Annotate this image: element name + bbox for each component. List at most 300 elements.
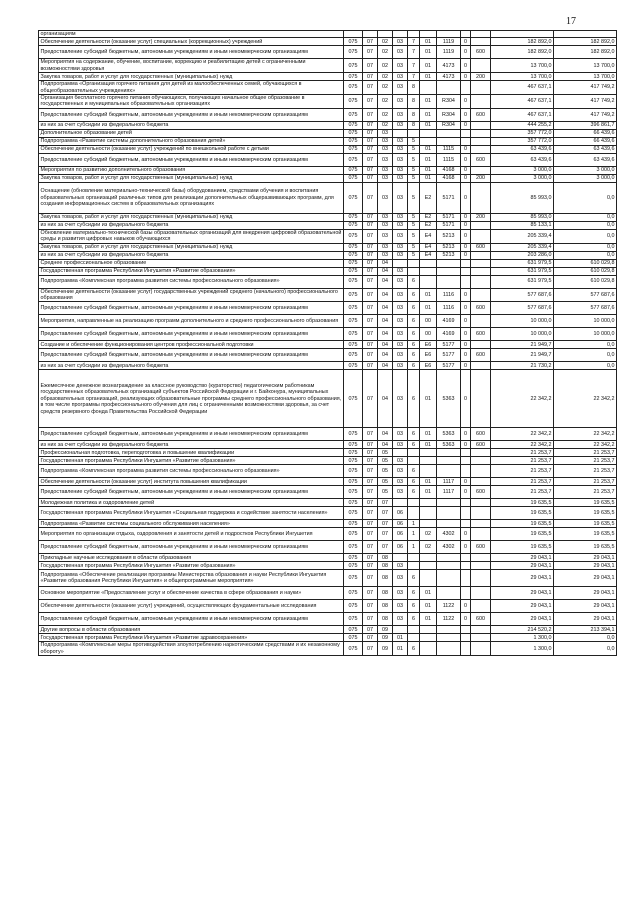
amount-cell: 19 635,5 <box>554 528 617 541</box>
table-row <box>39 182 617 213</box>
code-cell <box>408 449 420 457</box>
code-cell: 0 <box>461 153 471 166</box>
code-cell <box>437 31 461 38</box>
code-cell: 075 <box>344 145 363 153</box>
code-cell: 7 <box>408 73 420 81</box>
code-cell: 6 <box>408 441 420 449</box>
code-cell: 07 <box>363 38 378 46</box>
row-name: Создание и обеспечение функционирования центров профессиональной подготовки <box>39 341 344 349</box>
table-row <box>39 626 617 634</box>
code-cell <box>471 634 491 642</box>
code-cell: 600 <box>471 243 491 251</box>
amount-cell: 21 949,7 <box>491 341 554 349</box>
row-name: Подпрограмма «Развитие системы дополнительного образования детей» <box>39 137 344 145</box>
amount-cell: 19 635,5 <box>554 520 617 528</box>
code-cell <box>471 275 491 288</box>
code-cell: 1117 <box>437 486 461 499</box>
code-cell: 02 <box>378 108 393 121</box>
amount-cell: 467 637,1 <box>491 95 554 109</box>
code-cell: 03 <box>378 243 393 251</box>
code-cell: 075 <box>344 465 363 478</box>
code-cell <box>461 275 471 288</box>
amount-cell: 19 635,5 <box>491 507 554 520</box>
code-cell: 07 <box>363 613 378 626</box>
code-cell: 07 <box>378 507 393 520</box>
code-cell <box>471 182 491 213</box>
code-cell: 09 <box>378 626 393 634</box>
code-cell: 03 <box>393 275 408 288</box>
amount-cell: 1 300,0 <box>491 642 554 656</box>
amount-cell: 29 043,1 <box>554 587 617 600</box>
code-cell: 075 <box>344 267 363 275</box>
amount-cell: 13 700,0 <box>554 73 617 81</box>
code-cell: 5213 <box>437 229 461 243</box>
code-cell: 0 <box>461 600 471 613</box>
code-cell <box>471 137 491 145</box>
amount-cell: 13 700,0 <box>491 59 554 73</box>
code-cell <box>363 31 378 38</box>
table-row <box>39 554 617 562</box>
table-row <box>39 349 617 362</box>
code-cell: 075 <box>344 46 363 59</box>
row-name: Среднее профессиональное образование <box>39 259 344 267</box>
code-cell: 05 <box>378 478 393 486</box>
code-cell <box>408 499 420 507</box>
amount-cell: 21 253,7 <box>491 478 554 486</box>
code-cell <box>471 554 491 562</box>
amount-cell: 0,0 <box>554 642 617 656</box>
code-cell: 1 <box>408 520 420 528</box>
code-cell: 01 <box>420 108 437 121</box>
code-cell: 07 <box>363 229 378 243</box>
code-cell <box>461 259 471 267</box>
code-cell <box>471 267 491 275</box>
code-cell: 075 <box>344 370 363 428</box>
amount-cell: 0,0 <box>554 362 617 370</box>
code-cell <box>471 288 491 302</box>
code-cell: 03 <box>393 108 408 121</box>
code-cell <box>437 275 461 288</box>
row-name: Предоставление субсидий бюджетным, автономным учреждениям и иным некоммерческим организациям <box>39 153 344 166</box>
code-cell <box>408 129 420 137</box>
code-cell: 4173 <box>437 59 461 73</box>
amount-cell: 203 286,0 <box>491 251 554 259</box>
code-cell <box>461 465 471 478</box>
code-cell: 06 <box>393 541 408 554</box>
row-name: Государственная программа Республики Ингушетия «Развитие образования» <box>39 562 344 570</box>
code-cell: 0 <box>461 328 471 341</box>
code-cell: 6 <box>408 478 420 486</box>
amount-cell: 19 635,5 <box>491 541 554 554</box>
code-cell: 02 <box>378 46 393 59</box>
code-cell <box>471 31 491 38</box>
amount-cell: 214 520,2 <box>491 626 554 634</box>
code-cell: 0 <box>461 108 471 121</box>
code-cell: 075 <box>344 129 363 137</box>
row-name: Закупка товаров, работ и услуг для государственных (муниципальных) нужд <box>39 243 344 251</box>
code-cell <box>437 81 461 95</box>
table-row <box>39 362 617 370</box>
code-cell <box>461 642 471 656</box>
code-cell: 03 <box>393 570 408 587</box>
code-cell <box>461 626 471 634</box>
amount-cell: 10 000,0 <box>491 315 554 328</box>
code-cell: 075 <box>344 457 363 465</box>
code-cell <box>393 626 408 634</box>
code-cell <box>393 31 408 38</box>
code-cell: 8 <box>408 121 420 129</box>
code-cell: 07 <box>363 315 378 328</box>
table-row <box>39 95 617 109</box>
code-cell: 03 <box>378 213 393 221</box>
table-row <box>39 31 617 38</box>
code-cell <box>437 570 461 587</box>
code-cell: 075 <box>344 166 363 174</box>
code-cell <box>471 626 491 634</box>
code-cell: 07 <box>363 288 378 302</box>
code-cell: E2 <box>420 213 437 221</box>
code-cell <box>437 129 461 137</box>
code-cell: 00 <box>420 328 437 341</box>
code-cell: 07 <box>378 528 393 541</box>
code-cell: 075 <box>344 174 363 182</box>
code-cell <box>471 145 491 153</box>
code-cell: 00 <box>420 315 437 328</box>
code-cell: 01 <box>420 302 437 315</box>
code-cell: 075 <box>344 243 363 251</box>
code-cell: 03 <box>393 95 408 109</box>
code-cell: 075 <box>344 288 363 302</box>
table-row <box>39 259 617 267</box>
code-cell: 03 <box>393 600 408 613</box>
code-cell: 02 <box>420 528 437 541</box>
code-cell: 5177 <box>437 362 461 370</box>
code-cell: 4302 <box>437 528 461 541</box>
code-cell: 600 <box>471 428 491 441</box>
code-cell: 04 <box>378 288 393 302</box>
amount-cell: 85 993,0 <box>491 182 554 213</box>
code-cell <box>471 507 491 520</box>
code-cell: 0 <box>461 349 471 362</box>
table-row <box>39 59 617 73</box>
code-cell <box>437 626 461 634</box>
code-cell <box>408 267 420 275</box>
code-cell: 07 <box>363 166 378 174</box>
row-name: из них за счет субсидии из федерального бюджета <box>39 121 344 129</box>
code-cell: 02 <box>420 541 437 554</box>
table-row <box>39 267 617 275</box>
code-cell: 07 <box>363 562 378 570</box>
code-cell: 08 <box>378 570 393 587</box>
code-cell <box>471 587 491 600</box>
code-cell: 0 <box>461 38 471 46</box>
code-cell: 07 <box>363 129 378 137</box>
code-cell: 5 <box>408 137 420 145</box>
code-cell: 03 <box>393 478 408 486</box>
table-row <box>39 288 617 302</box>
code-cell: 01 <box>420 121 437 129</box>
code-cell: 075 <box>344 73 363 81</box>
code-cell <box>461 267 471 275</box>
table-row <box>39 251 617 259</box>
code-cell: 03 <box>378 174 393 182</box>
code-cell: 04 <box>378 275 393 288</box>
amount-cell: 182 892,0 <box>491 38 554 46</box>
code-cell: 1122 <box>437 600 461 613</box>
code-cell: 5177 <box>437 341 461 349</box>
amount-cell: 467 637,1 <box>491 108 554 121</box>
amount-cell: 0,0 <box>554 229 617 243</box>
code-cell: 01 <box>420 478 437 486</box>
row-name: Предоставление субсидий бюджетным, автономным учреждениям и иным некоммерческим организациям <box>39 541 344 554</box>
code-cell: 075 <box>344 315 363 328</box>
code-cell: 600 <box>471 153 491 166</box>
row-name: из них за счет субсидии из федерального бюджета <box>39 221 344 229</box>
row-name: Предоставление субсидий бюджетным, автономным учреждениям и иным некоммерческим организациям <box>39 108 344 121</box>
amount-cell: 205 339,4 <box>491 229 554 243</box>
amount-cell: 577 687,6 <box>491 288 554 302</box>
amount-cell: 0,0 <box>554 243 617 251</box>
table-row <box>39 221 617 229</box>
code-cell: 07 <box>363 507 378 520</box>
amount-cell: 29 043,1 <box>491 600 554 613</box>
code-cell: 0 <box>461 229 471 243</box>
code-cell: 6 <box>408 370 420 428</box>
code-cell: 06 <box>393 507 408 520</box>
code-cell: 075 <box>344 341 363 349</box>
code-cell: 01 <box>420 288 437 302</box>
code-cell: 7 <box>408 38 420 46</box>
row-name: Обеспечение деятельности (оказание услуг) института повышения квалификации <box>39 478 344 486</box>
code-cell <box>420 449 437 457</box>
code-cell: 07 <box>363 59 378 73</box>
code-cell: 05 <box>378 449 393 457</box>
code-cell: 03 <box>393 182 408 213</box>
row-name: Подпрограмма «Организация горячего питания для детей из малообеспеченных семей, обучающихся в общеобразовательных учреждениях» <box>39 81 344 95</box>
code-cell <box>461 499 471 507</box>
code-cell: 07 <box>363 267 378 275</box>
code-cell <box>437 499 461 507</box>
code-cell: 8 <box>408 108 420 121</box>
code-cell <box>408 562 420 570</box>
code-cell <box>437 507 461 520</box>
code-cell: 03 <box>378 129 393 137</box>
code-cell: 03 <box>393 428 408 441</box>
code-cell: 03 <box>393 562 408 570</box>
amount-cell: 21 730,2 <box>491 362 554 370</box>
row-name: Государственная программа Республики Ингушетия «Развитие здравоохранения» <box>39 634 344 642</box>
table-row <box>39 449 617 457</box>
code-cell: 5 <box>408 145 420 153</box>
table-row <box>39 528 617 541</box>
code-cell: 075 <box>344 520 363 528</box>
code-cell: 07 <box>363 95 378 109</box>
row-name: Закупка товаров, работ и услуг для государственных (муниципальных) нужд <box>39 73 344 81</box>
amount-cell: 21 253,7 <box>554 486 617 499</box>
amount-cell: 29 043,1 <box>491 562 554 570</box>
code-cell: 07 <box>378 541 393 554</box>
code-cell: 075 <box>344 121 363 129</box>
amount-cell <box>491 31 554 38</box>
code-cell: 04 <box>378 315 393 328</box>
code-cell: 0 <box>461 315 471 328</box>
code-cell: 0 <box>461 486 471 499</box>
row-name: Основное мероприятие «Предоставление услуг и обеспечение качества в сфере образования и науки» <box>39 587 344 600</box>
code-cell <box>437 465 461 478</box>
table-row <box>39 370 617 428</box>
code-cell: R304 <box>437 121 461 129</box>
code-cell: 04 <box>378 267 393 275</box>
code-cell: 0 <box>461 251 471 259</box>
table-row <box>39 642 617 656</box>
amount-cell: 10 000,0 <box>554 315 617 328</box>
code-cell: 075 <box>344 570 363 587</box>
code-cell <box>437 554 461 562</box>
code-cell: 4169 <box>437 328 461 341</box>
code-cell <box>393 554 408 562</box>
code-cell: 5 <box>408 166 420 174</box>
amount-cell: 29 043,1 <box>554 562 617 570</box>
code-cell: 075 <box>344 528 363 541</box>
code-cell: 08 <box>378 613 393 626</box>
code-cell: 03 <box>393 465 408 478</box>
code-cell: 0 <box>461 370 471 428</box>
code-cell: 04 <box>378 441 393 449</box>
code-cell: 07 <box>363 243 378 251</box>
row-name: Ежемесячное денежное вознаграждение за классное руководство (кураторство) педагогическим работникам государственных образовательных организаций субъектов Российской Федерации и г. Байконура, муниципальных образовательных организаций, реализующих образовательные программы среднего профессионального образования, в том числе программы профессионального обучения для лиц с ограниченными возможностями здоровья, за счет средств резервного фонда Правительства Российской Федерации <box>39 370 344 428</box>
code-cell: 03 <box>393 613 408 626</box>
code-cell: 5 <box>408 174 420 182</box>
code-cell <box>461 587 471 600</box>
amount-cell: 66 439,6 <box>554 137 617 145</box>
amount-cell: 444 255,2 <box>491 121 554 129</box>
amount-cell: 19 635,5 <box>491 499 554 507</box>
code-cell <box>420 562 437 570</box>
code-cell: 03 <box>393 302 408 315</box>
code-cell <box>420 570 437 587</box>
code-cell: 03 <box>378 137 393 145</box>
code-cell <box>471 370 491 428</box>
code-cell <box>420 31 437 38</box>
amount-cell: 21 253,7 <box>554 465 617 478</box>
code-cell: 075 <box>344 486 363 499</box>
code-cell: 5 <box>408 182 420 213</box>
table-row <box>39 129 617 137</box>
code-cell: 02 <box>378 59 393 73</box>
code-cell <box>393 499 408 507</box>
code-cell: 5363 <box>437 370 461 428</box>
code-cell: 07 <box>363 251 378 259</box>
code-cell: 5177 <box>437 349 461 362</box>
code-cell: 07 <box>363 362 378 370</box>
code-cell <box>437 259 461 267</box>
code-cell <box>471 121 491 129</box>
code-cell: 07 <box>363 465 378 478</box>
code-cell: 075 <box>344 562 363 570</box>
code-cell: 07 <box>363 108 378 121</box>
code-cell: 04 <box>378 328 393 341</box>
amount-cell: 1 300,0 <box>491 634 554 642</box>
table-row <box>39 121 617 129</box>
code-cell: 08 <box>378 600 393 613</box>
code-cell: 07 <box>363 174 378 182</box>
code-cell: 03 <box>393 341 408 349</box>
table-row <box>39 499 617 507</box>
code-cell: 08 <box>378 554 393 562</box>
code-cell: 075 <box>344 229 363 243</box>
code-cell: 5363 <box>437 428 461 441</box>
code-cell: 07 <box>363 81 378 95</box>
code-cell: 01 <box>420 600 437 613</box>
table-row <box>39 634 617 642</box>
code-cell <box>393 259 408 267</box>
code-cell: 07 <box>363 328 378 341</box>
code-cell <box>408 507 420 520</box>
code-cell: 0 <box>461 613 471 626</box>
amount-cell: 0,0 <box>554 349 617 362</box>
code-cell: 01 <box>420 587 437 600</box>
code-cell <box>471 528 491 541</box>
code-cell: 01 <box>420 613 437 626</box>
code-cell <box>471 341 491 349</box>
code-cell: 075 <box>344 328 363 341</box>
table-row <box>39 441 617 449</box>
code-cell: 0 <box>461 213 471 221</box>
code-cell: 1116 <box>437 288 461 302</box>
code-cell: 1119 <box>437 38 461 46</box>
code-cell: 01 <box>393 642 408 656</box>
code-cell: 03 <box>393 315 408 328</box>
code-cell: 6 <box>408 613 420 626</box>
code-cell: 200 <box>471 73 491 81</box>
code-cell: 03 <box>393 213 408 221</box>
code-cell: 07 <box>363 570 378 587</box>
code-cell: 075 <box>344 626 363 634</box>
table-row <box>39 229 617 243</box>
code-cell: 6 <box>408 302 420 315</box>
code-cell: 075 <box>344 449 363 457</box>
code-cell: 07 <box>363 259 378 267</box>
amount-cell: 0,0 <box>554 213 617 221</box>
code-cell: 03 <box>378 166 393 174</box>
amount-cell: 10 000,0 <box>554 328 617 341</box>
code-cell: 6 <box>408 486 420 499</box>
table-row <box>39 570 617 587</box>
table-row <box>39 562 617 570</box>
code-cell: 07 <box>363 213 378 221</box>
code-cell: 0 <box>461 341 471 349</box>
code-cell <box>420 507 437 520</box>
code-cell: 5171 <box>437 221 461 229</box>
code-cell: 075 <box>344 213 363 221</box>
code-cell: 075 <box>344 349 363 362</box>
code-cell: 5171 <box>437 213 461 221</box>
budget-table <box>38 30 617 656</box>
code-cell: 07 <box>363 634 378 642</box>
amount-cell: 213 394,1 <box>554 626 617 634</box>
amount-cell: 22 342,2 <box>491 370 554 428</box>
code-cell <box>471 520 491 528</box>
table-row <box>39 275 617 288</box>
table-row <box>39 73 617 81</box>
code-cell: 6 <box>408 428 420 441</box>
code-cell: 0 <box>461 166 471 174</box>
code-cell <box>471 478 491 486</box>
table-row <box>39 153 617 166</box>
row-name: из них за счет субсидии из федерального бюджета <box>39 251 344 259</box>
amount-cell: 13 700,0 <box>491 73 554 81</box>
amount-cell: 19 635,5 <box>554 541 617 554</box>
